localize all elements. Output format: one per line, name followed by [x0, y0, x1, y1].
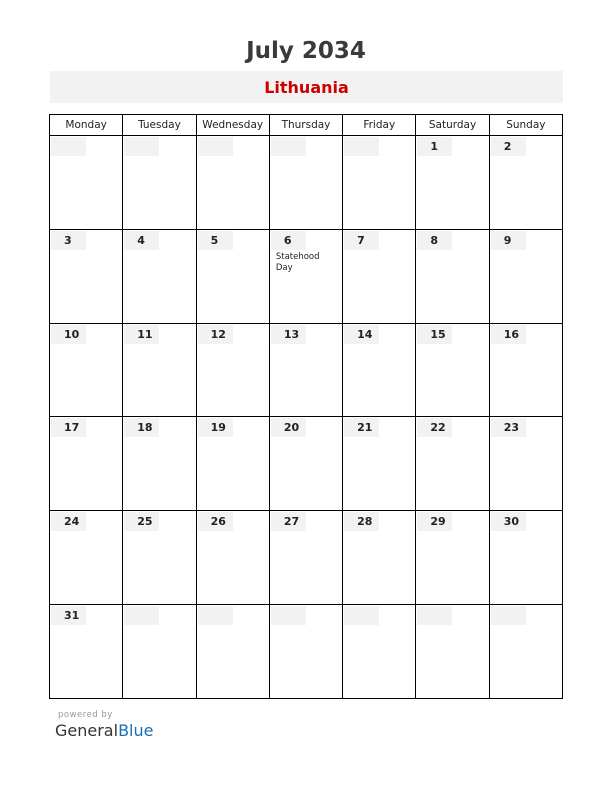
- day-number: [344, 137, 379, 156]
- day-cell: [269, 417, 342, 511]
- day-cell: [269, 323, 342, 417]
- day-cell: [343, 136, 416, 230]
- day-number: 24: [51, 512, 86, 531]
- day-number: 25: [124, 512, 159, 531]
- day-cell: [489, 229, 562, 323]
- day-cell: [123, 511, 196, 605]
- day-number: 15: [417, 325, 452, 344]
- country-name: Lithuania: [264, 77, 349, 97]
- day-number: 12: [198, 325, 233, 344]
- week-row: [50, 323, 563, 417]
- day-number: 28: [344, 512, 379, 531]
- day-number: 27: [271, 512, 306, 531]
- day-cell: [489, 417, 562, 511]
- day-cell: [343, 229, 416, 323]
- day-number: 10: [51, 325, 86, 344]
- calendar-title: July 2034: [246, 38, 366, 64]
- day-cell: [489, 605, 562, 699]
- day-number: 3: [51, 231, 86, 250]
- day-cell: [50, 511, 123, 605]
- weekday-header: Tuesday: [123, 115, 196, 136]
- day-cell: [196, 136, 269, 230]
- day-number: 2: [491, 137, 526, 156]
- day-cell: [196, 605, 269, 699]
- day-cell: [123, 136, 196, 230]
- day-number: 13: [271, 325, 306, 344]
- day-cell: [123, 229, 196, 323]
- calendar-grid: [49, 114, 563, 699]
- weekday-header: Monday: [50, 115, 123, 136]
- day-cell: [50, 323, 123, 417]
- holiday-label: Statehood Day: [275, 251, 320, 273]
- day-cell: [343, 605, 416, 699]
- day-number: [124, 606, 159, 625]
- day-cell: [489, 136, 562, 230]
- day-cell: [50, 417, 123, 511]
- day-cell: [269, 511, 342, 605]
- day-number: 6: [271, 231, 306, 250]
- day-cell: [416, 417, 489, 511]
- day-number: 1: [417, 137, 452, 156]
- weekday-header: Sunday: [489, 115, 562, 136]
- day-number: 26: [198, 512, 233, 531]
- day-cell: [489, 511, 562, 605]
- day-cell: [50, 605, 123, 699]
- week-row: [50, 605, 563, 699]
- country-band: [50, 71, 563, 103]
- weekday-header: Wednesday: [196, 115, 269, 136]
- day-number: [417, 606, 452, 625]
- weekday-header: Saturday: [416, 115, 489, 136]
- day-number: 21: [344, 418, 379, 437]
- day-number: 20: [271, 418, 306, 437]
- day-cell: [196, 511, 269, 605]
- powered-by-text: powered by: [58, 710, 113, 720]
- day-number: 29: [417, 512, 452, 531]
- day-cell: [196, 229, 269, 323]
- day-number: 14: [344, 325, 379, 344]
- day-number: [271, 606, 306, 625]
- day-number: [124, 137, 159, 156]
- day-number: [198, 606, 233, 625]
- day-number: 17: [51, 418, 86, 437]
- day-number: 8: [417, 231, 452, 250]
- week-row: [50, 417, 563, 511]
- day-number: 11: [124, 325, 159, 344]
- brand-general: General: [55, 721, 119, 740]
- day-cell: [269, 605, 342, 699]
- day-number: 18: [124, 418, 159, 437]
- day-cell: [343, 323, 416, 417]
- day-number: 5: [198, 231, 233, 250]
- brand-blue: Blue: [118, 721, 154, 740]
- weekday-header: Thursday: [269, 115, 342, 136]
- day-cell: [343, 417, 416, 511]
- day-cell: [269, 136, 342, 230]
- day-cell: [196, 417, 269, 511]
- day-number: 31: [51, 606, 86, 625]
- calendar-body: [50, 136, 563, 699]
- day-number: 19: [198, 418, 233, 437]
- day-cell: [50, 229, 123, 323]
- day-cell: [196, 323, 269, 417]
- day-number: 30: [491, 512, 526, 531]
- day-cell: [416, 511, 489, 605]
- day-cell: [416, 323, 489, 417]
- day-cell: [343, 511, 416, 605]
- day-number: [271, 137, 306, 156]
- day-cell: [123, 605, 196, 699]
- day-number: [198, 137, 233, 156]
- weekday-header: Friday: [343, 115, 416, 136]
- day-cell: [489, 323, 562, 417]
- brand-logo: [55, 721, 153, 740]
- day-number: 16: [491, 325, 526, 344]
- day-number: [344, 606, 379, 625]
- week-row: [50, 229, 563, 323]
- day-number: 23: [491, 418, 526, 437]
- week-row: [50, 136, 563, 230]
- day-number: 22: [417, 418, 452, 437]
- day-cell: [416, 229, 489, 323]
- day-number: [491, 606, 526, 625]
- day-cell: [123, 323, 196, 417]
- day-cell: [50, 136, 123, 230]
- day-number: [51, 137, 86, 156]
- day-cell: [269, 229, 342, 323]
- weekday-header-row: [50, 115, 563, 136]
- day-cell: [416, 136, 489, 230]
- day-number: 9: [491, 231, 526, 250]
- week-row: [50, 511, 563, 605]
- day-cell: [123, 417, 196, 511]
- day-number: 7: [344, 231, 379, 250]
- day-cell: [416, 605, 489, 699]
- day-number: 4: [124, 231, 159, 250]
